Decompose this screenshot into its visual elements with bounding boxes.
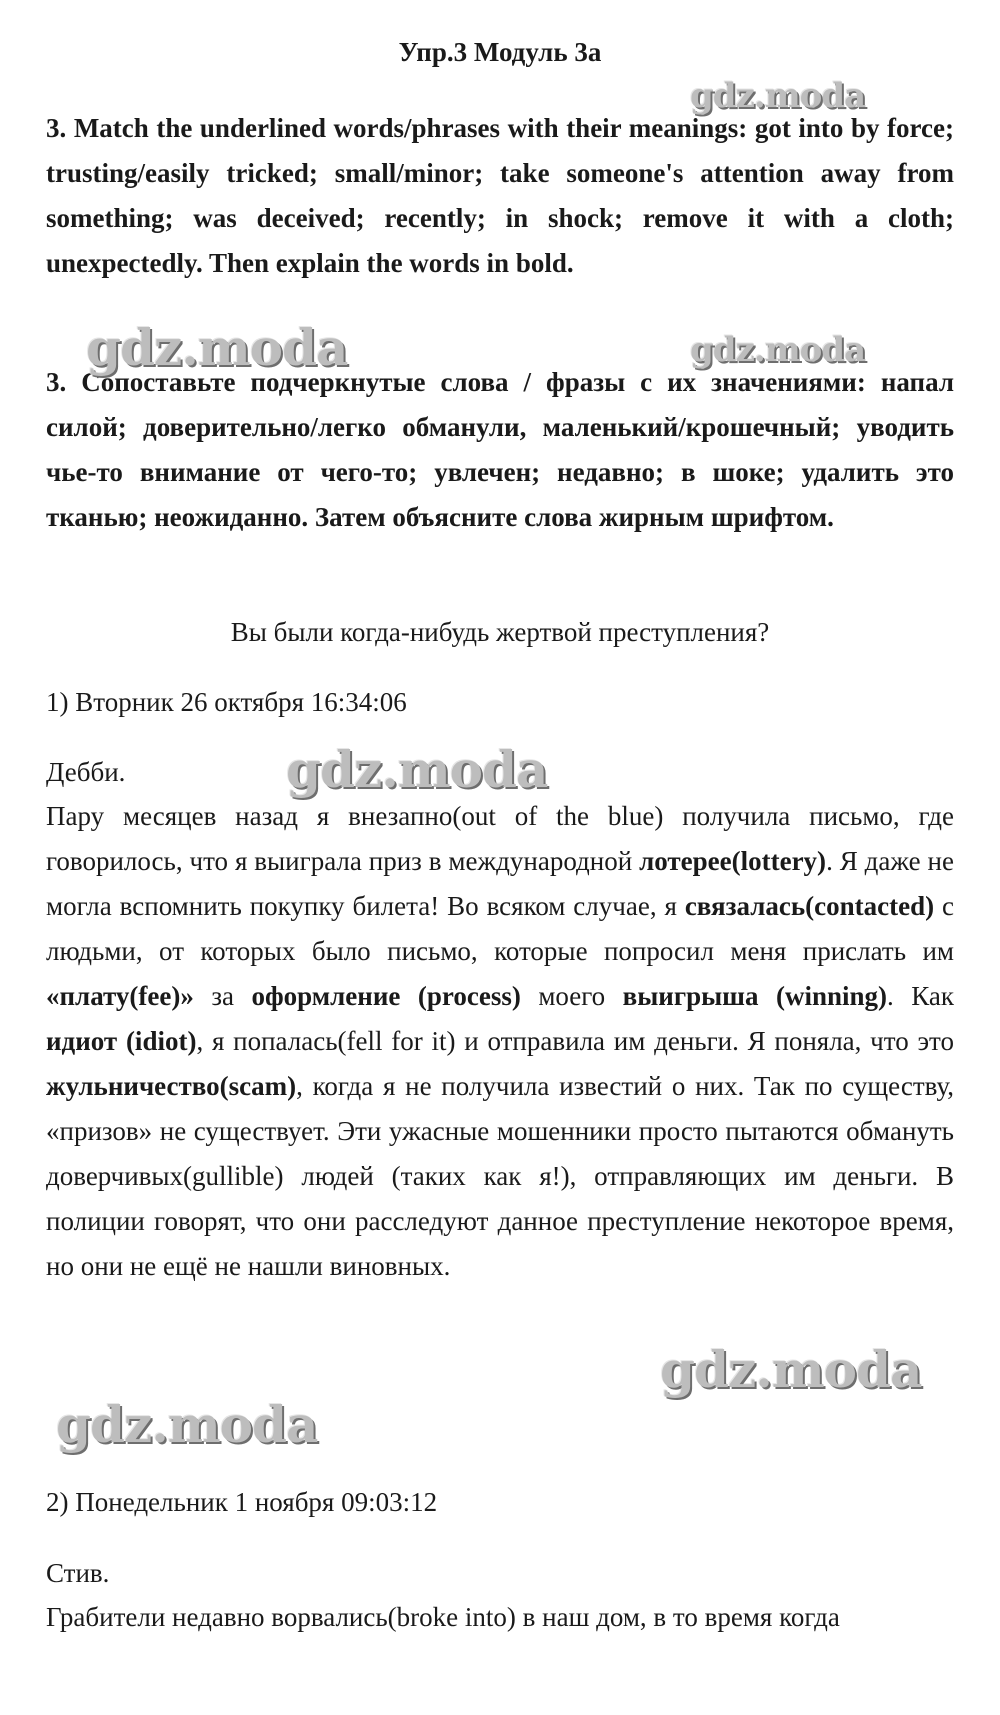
watermark-logo: gdz.moda [690, 330, 866, 370]
question-heading: Вы были когда-нибудь жертвой преступления? [230, 617, 770, 647]
task-russian: 3. Сопоставьте подчеркнутые слова / фразы с их значениями: напал силой; доверительно/легко обманули, маленький/крошечный; уводить чье-то внимание от чего-то; увлечен; недавно; в шоке; удалить это тканью; неожиданно. Затем объясните слова жирным шрифтом. [46, 367, 954, 532]
watermark-logo: gdz.moda [56, 1395, 318, 1454]
bold-term: лотерее(lottery) [639, 846, 827, 876]
watermark-logo: gdz.moda [660, 1340, 922, 1399]
bold-term: «плату(fee)» [46, 981, 194, 1011]
task-english: 3. Match the underlined words/phrases with their meanings: got into by force; trusting/easily tricked; small/minor; take someone's attention away from something; was deceived; recently; in shock; remove it with a cloth; unexpectedly. Then explain the words in bold. [46, 113, 954, 278]
entry-2-author: Стив. [46, 1558, 110, 1588]
entry-1-header: 1) Вторник 26 октября 16:34:06 [46, 687, 407, 717]
watermark-logo: gdz.moda [286, 740, 548, 799]
watermark-logo: gdz.moda [86, 318, 348, 377]
entry-2-header: 2) Понедельник 1 ноября 09:03:12 [46, 1487, 438, 1517]
bold-term: оформление (process) [251, 981, 521, 1011]
bold-term: связалась(contacted) [684, 891, 935, 921]
watermark-logo: gdz.moda [690, 76, 866, 116]
bold-term: жульничество(scam) [46, 1071, 297, 1101]
entry-2-text: Грабители недавно ворвались(broke into) в наш дом, в то время когда [46, 1602, 840, 1632]
entry-1-text: Пару месяцев назад я внезапно(out of the blue) получила письмо, где говорилось, что я выиграла приз в международной лотерее(lottery). Я даже не могла вспомнить покупку билета! Во всяком случае, я связалась(contacted) с людьми, от которых было письмо, которые попросил меня прислать им «плату(fee)» за оформление (process) моего выигрыша (winning). Как идиот (idiot), я попалась(fell for it) и отправила им деньги. Я поняла, что это жульничество(scam), когда я не получила известий о них. Так по существу, «призов» не существует. Эти ужасные мошенники просто пытаются обмануть доверчивых(gullible) людей (таких как я!), отправляющих им деньги. В полиции говорят, что они расследуют данное преступление некоторое время, но они не ещё не нашли виновных. [46, 801, 955, 1281]
entry-1-author: Дебби. [46, 757, 126, 787]
bold-term: выигрыша (winning) [622, 981, 887, 1011]
page-title: Упр.3 Модуль 3а [398, 37, 602, 67]
bold-term: идиот (idiot) [46, 1026, 197, 1056]
